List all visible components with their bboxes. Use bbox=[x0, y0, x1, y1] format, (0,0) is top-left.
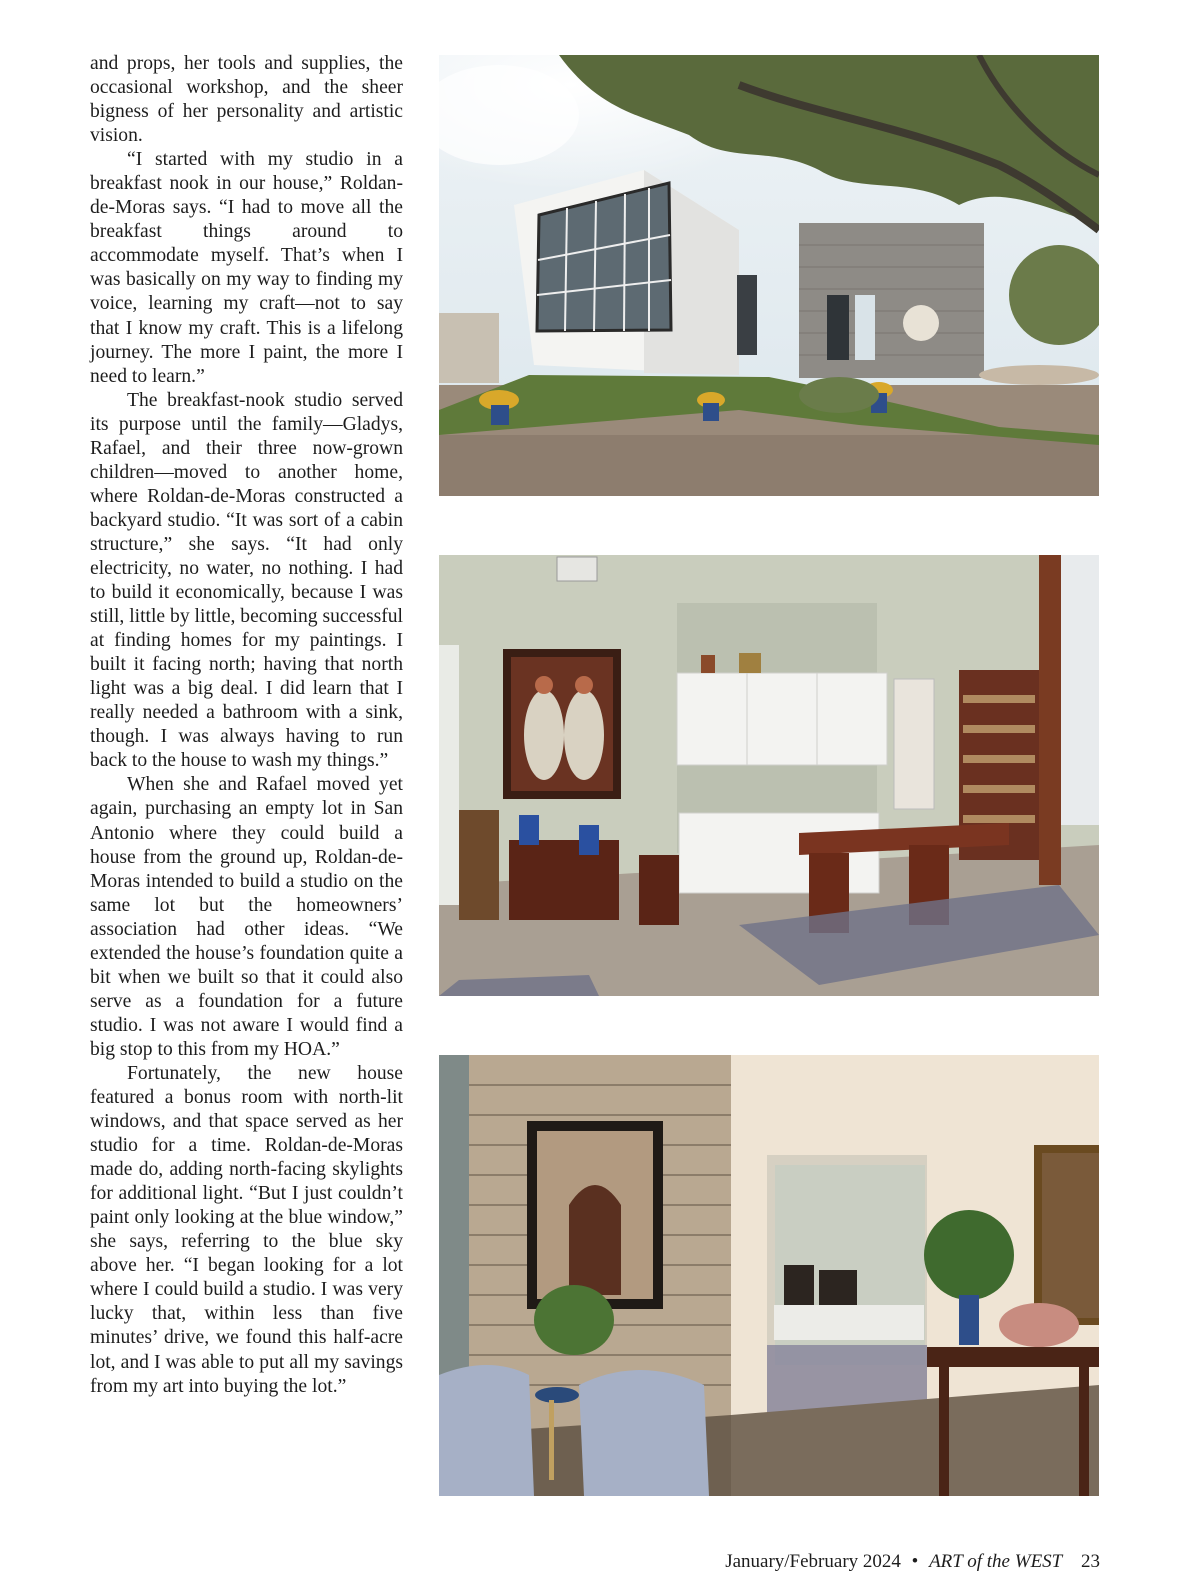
article-paragraph: Fortunately, the new house featured a bonus room with north-lit windows, and that space served as her studio for a time. Roldan-de-Moras made do, adding north-facing skylights for additional light. “But I just couldn’t paint only looking at the blue window,” she says, referring to the blue sky above her. “I began looking for a lot where I could build a studio. I was very lucky that, within less than five minutes’ drive, we found this half-acre lot, and I was able to put all my savings from my art into buying the lot.” bbox=[90, 1062, 403, 1397]
studio-exterior-photo bbox=[439, 55, 1099, 496]
article-paragraph: The breakfast-nook studio served its purpose until the family—Gladys, Rafael, and their three now-grown children—moved to another home, where Roldan-de-Moras constructed a backyard studio. “It was sort of a cabin structure,” she says. “It had only electricity, no water, no nothing. I had to build it economically, because I was still, little by little, becoming successful at finding homes for my paintings. I built it facing north; having that north light was a big deal. I did learn that I really needed a bathroom with a sink, though. I was always having to run back to the house to wash my things.” bbox=[90, 389, 403, 772]
page-number: 23 bbox=[1081, 1551, 1100, 1572]
house-entry-photo bbox=[439, 1055, 1099, 1496]
magazine-title: ART of the WEST bbox=[929, 1551, 1063, 1572]
page-footer bbox=[600, 1551, 1100, 1573]
issue-date: January/February 2024 bbox=[725, 1551, 901, 1572]
footer-bullet: • bbox=[911, 1551, 919, 1572]
studio-interior-photo bbox=[439, 555, 1099, 996]
article-column bbox=[90, 52, 403, 1399]
article-paragraph: When she and Rafael moved yet again, purchasing an empty lot in San Antonio where they could build a house from the ground up, Roldan-de-Moras intended to build a studio on the same lot but the homeowners’ association had other ideas. “We extended the house’s foundation quite a bit when we built so that it could also serve as a foundation for a future studio. I was not aware I would find a big stop to this from my HOA.” bbox=[90, 774, 403, 1060]
article-paragraph: “I started with my studio in a breakfast nook in our house,” Roldan-de-Moras says. “I had to move all the breakfast things around to accommodate myself. That’s when I was basically on my way to finding my voice, learning my craft—not to say that I know my craft. This is a lifelong journey. The more I paint, the more I need to learn.” bbox=[90, 149, 403, 387]
article-paragraph: and props, her tools and supplies, the occasional workshop, and the sheer bigness of her personality and artistic vision. bbox=[90, 53, 403, 147]
